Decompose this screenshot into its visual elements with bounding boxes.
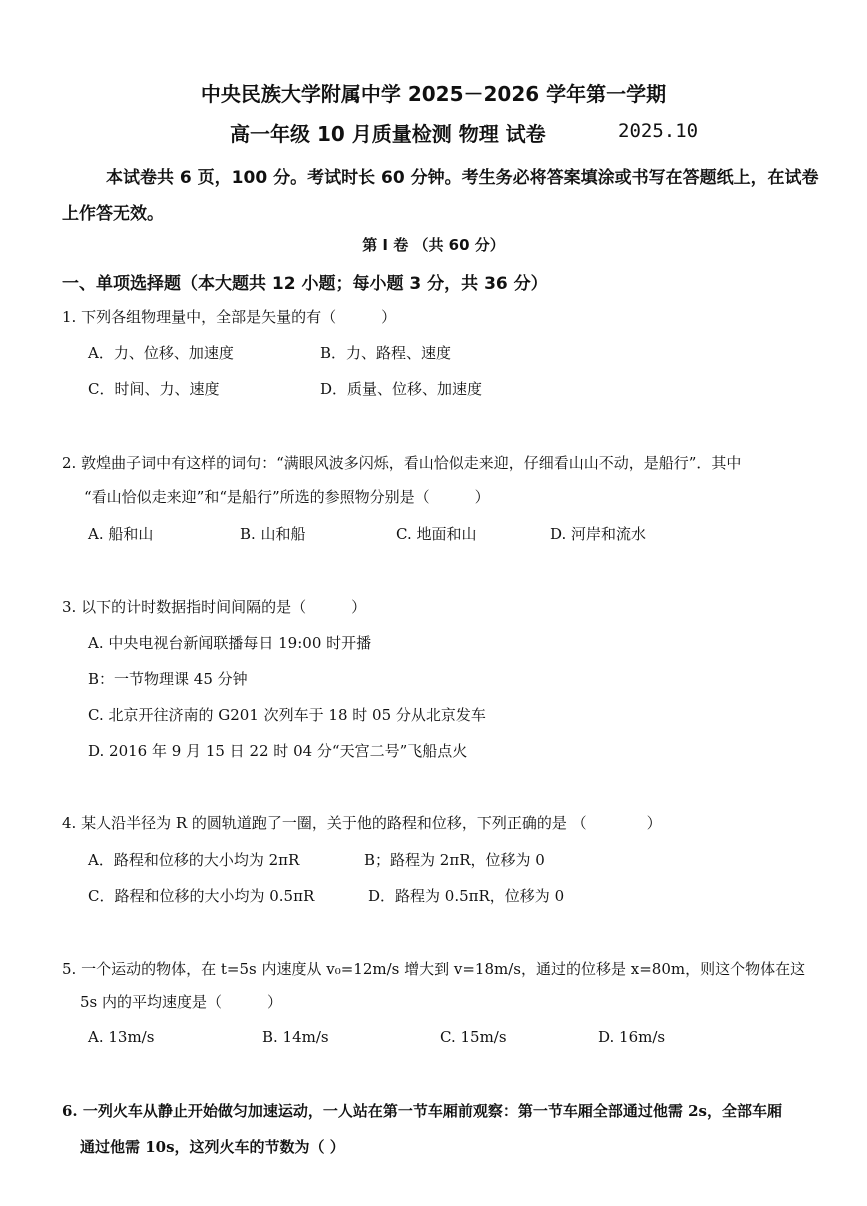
question-4-option-b: B；路程为 2πR，位移为 0: [364, 851, 545, 869]
question-4-option-a: A．路程和位移的大小均为 2πR: [88, 851, 300, 869]
question-2-option-a: A. 船和山: [88, 525, 154, 543]
question-5-stem-line1: 5. 一个运动的物体，在 t=5s 内速度从 v₀=12m/s 增大到 v=18m/s，通过的位移是 x=80m，则这个物体在这: [62, 960, 806, 978]
question-2-stem-line1: 2. 敦煌曲子词中有这样的词句：“满眼风波多闪烁，看山恰似走来迎，仔细看山山不动，是船行”．其中: [62, 454, 742, 472]
question-3-stem: 3. 以下的计时数据指时间间隔的是（ ）: [62, 598, 367, 616]
section-heading: 一、单项选择题（本大题共 12 小题；每小题 3 分，共 36 分）: [62, 274, 548, 294]
question-2-stem-line2: “看山恰似走来迎”和“是船行”所选的参照物分别是（ ）: [84, 488, 490, 506]
question-2-option-d: D. 河岸和流水: [550, 525, 647, 543]
question-4-option-d: D．路程为 0.5πR，位移为 0: [368, 887, 565, 905]
question-2-option-b: B. 山和船: [240, 525, 306, 543]
question-2-option-c: C. 地面和山: [396, 525, 477, 543]
exam-instructions: 本试卷共 6 页，100 分。考试时长 60 分钟。考生务必将答案填涂或书写在答题纸上，在试卷上作答无效。: [62, 168, 819, 224]
question-1-option-b: B．力、路程、速度: [320, 344, 452, 362]
question-6-stem-line2: 通过他需 10s，这列火车的节数为（ ）: [80, 1138, 345, 1156]
question-3-option-c: C. 北京开往济南的 G201 次列车于 18 时 05 分从北京发车: [88, 706, 486, 724]
part-heading: 第 I 卷 （共 60 分）: [362, 236, 505, 254]
question-5-option-c: C. 15m/s: [440, 1028, 507, 1046]
question-3-option-a: A. 中央电视台新闻联播每日 19:00 时开播: [88, 634, 372, 652]
question-5-stem-line2: 5s 内的平均速度是（ ）: [80, 993, 283, 1011]
question-6-stem-line1: 6. 一列火车从静止开始做匀加速运动，一人站在第一节车厢前观察：第一节车厢全部通过他需 2s，全部车厢: [62, 1102, 782, 1120]
question-3-option-d: D. 2016 年 9 月 15 日 22 时 04 分“天宫二号”飞船点火: [88, 742, 468, 760]
exam-title: 中央民族大学附属中学 2025－2026 学年第一学期: [200, 82, 667, 106]
exam-subtitle: 高一年级 10 月质量检测 物理 试卷: [230, 122, 546, 146]
question-1-option-c: C．时间、力、速度: [88, 380, 220, 398]
question-5-option-b: B. 14m/s: [262, 1028, 329, 1046]
question-5-option-d: D. 16m/s: [598, 1028, 666, 1046]
question-1-stem: 1. 下列各组物理量中，全部是矢量的有（ ）: [62, 308, 397, 326]
question-1-option-d: D．质量、位移、加速度: [320, 380, 483, 398]
exam-date: 2025.10: [618, 120, 699, 142]
question-1-option-a: A．力、位移、加速度: [88, 344, 234, 362]
question-4-option-c: C．路程和位移的大小均为 0.5πR: [88, 887, 315, 905]
question-4-stem: 4. 某人沿半径为 R 的圆轨道跑了一圈，关于他的路程和位移，下列正确的是 （ ）: [62, 814, 662, 832]
question-3-option-b: B：一节物理课 45 分钟: [88, 670, 248, 688]
question-5-option-a: A. 13m/s: [88, 1028, 155, 1046]
